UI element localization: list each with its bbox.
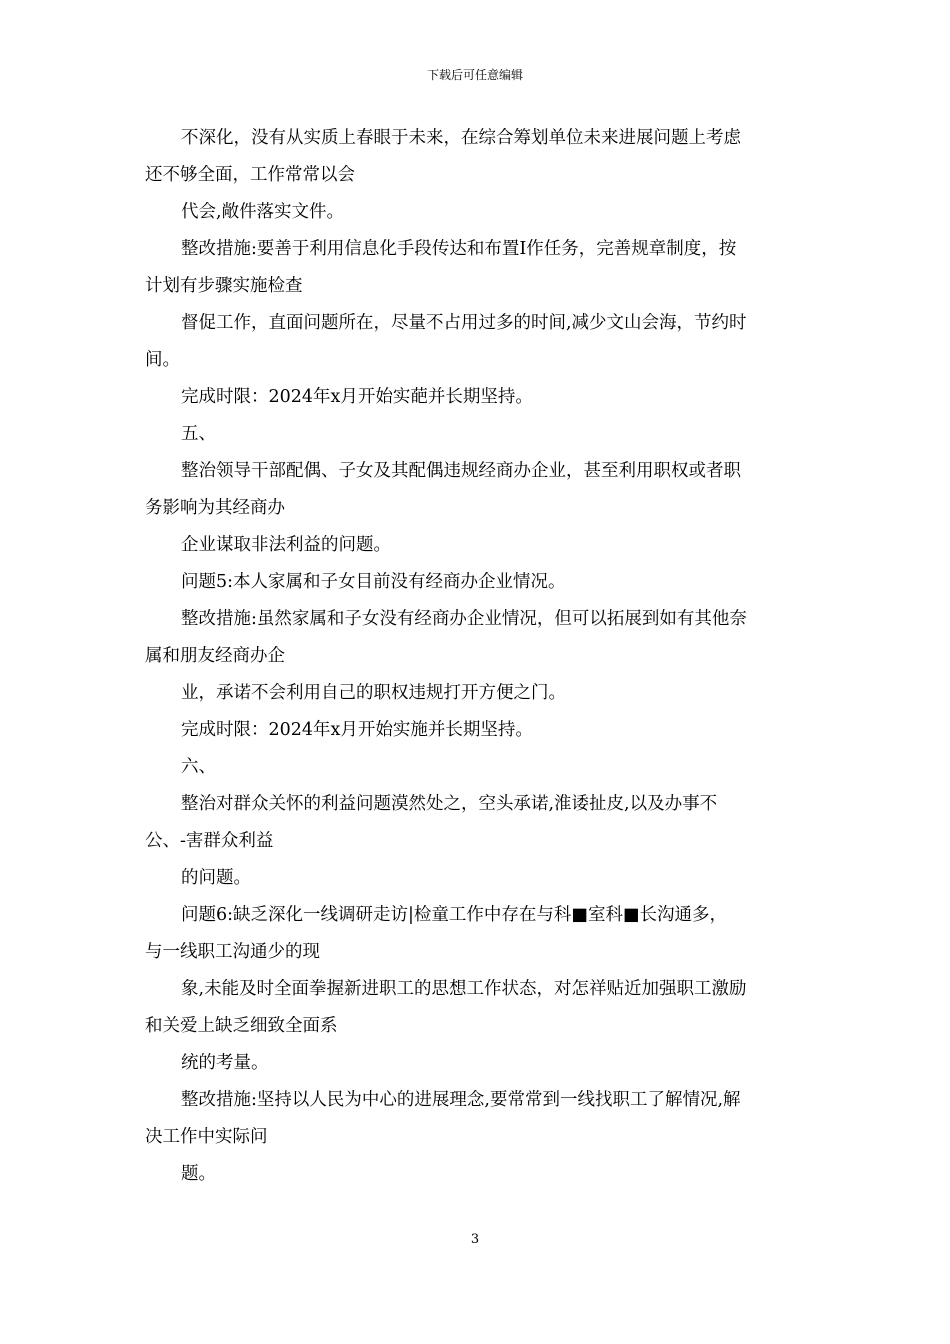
text-line: 整治对群众关怀的利益问题漠然处之，空头承诺,淮诿扯皮,以及办事不	[181, 794, 718, 814]
text-line: 整改措施:要善于利用信息化手段传达和布置I作任务，完善规章制度，按	[181, 239, 737, 259]
page-header: 下载后可任意编辑	[426, 68, 523, 82]
text-line: 统的考量。	[181, 1053, 269, 1073]
text-line: 代会,敞件落实文件。	[181, 202, 345, 222]
text-line: 完成时限：2024年x月开始实葩并长期坚持。	[181, 387, 533, 407]
text-line: 还不够全面，工作常常以会	[145, 165, 355, 185]
text-line: 督促工作，直面问题所在，尽量不占用过多的时间,减少文山会海，节约时	[181, 313, 747, 333]
text-line: 计划有步骤实施检查	[145, 276, 303, 296]
section-heading: 六、	[181, 757, 216, 777]
text-line: 属和朋友经商办企	[145, 646, 285, 666]
text-line: 业，承诺不会利用自己的职权违规打开方便之门。	[181, 683, 566, 703]
page-number: 3	[470, 1232, 480, 1247]
text-line: 象,未能及时全面拳握新进职工的思想工作状态，对怎祥贴近加强职工激励	[181, 979, 747, 999]
text-line: 整改措施:坚持以人民为中心的进展理念,要常常到一线找职工了解情况,解	[181, 1090, 741, 1110]
text-line: 与一线职工沟通少的现	[145, 942, 320, 962]
text-line: 决工作中实际问	[145, 1127, 268, 1147]
text-line: 间。	[145, 350, 180, 370]
text-line: 整治领导干部配偶、子女及其配偶违规经商办企业，甚至利用职权或者职	[181, 461, 741, 481]
section-heading: 五、	[181, 424, 216, 444]
text-line: 题。	[181, 1164, 216, 1184]
text-line: 和关爱上缺乏细致全面系	[145, 1016, 338, 1036]
document-body	[145, 120, 810, 1193]
text-line: 问题6:缺乏深化一线调研走访|检童工作中存在与科■室科■长沟通多，	[181, 905, 727, 925]
text-line: 完成时限：2024年x月开始实施并长期坚持。	[181, 720, 533, 740]
text-line: 的问题。	[181, 868, 251, 888]
text-line: 公、-害群众利益	[145, 831, 274, 851]
text-line: 问题5:本人家属和子女目前没有经商办企业情况。	[181, 572, 566, 592]
text-line: 不深化，没有从实质上春眼于未来，在综合筹划单位未来进展问题上考虑	[181, 128, 741, 148]
text-line: 企业谋取非法利益的问题。	[181, 535, 391, 555]
text-line: 务影响为其经商办	[145, 498, 285, 518]
text-line: 整改措施:虽然家属和子女没有经商办企业情况，但可以拓展到如有其他奈	[181, 609, 747, 629]
